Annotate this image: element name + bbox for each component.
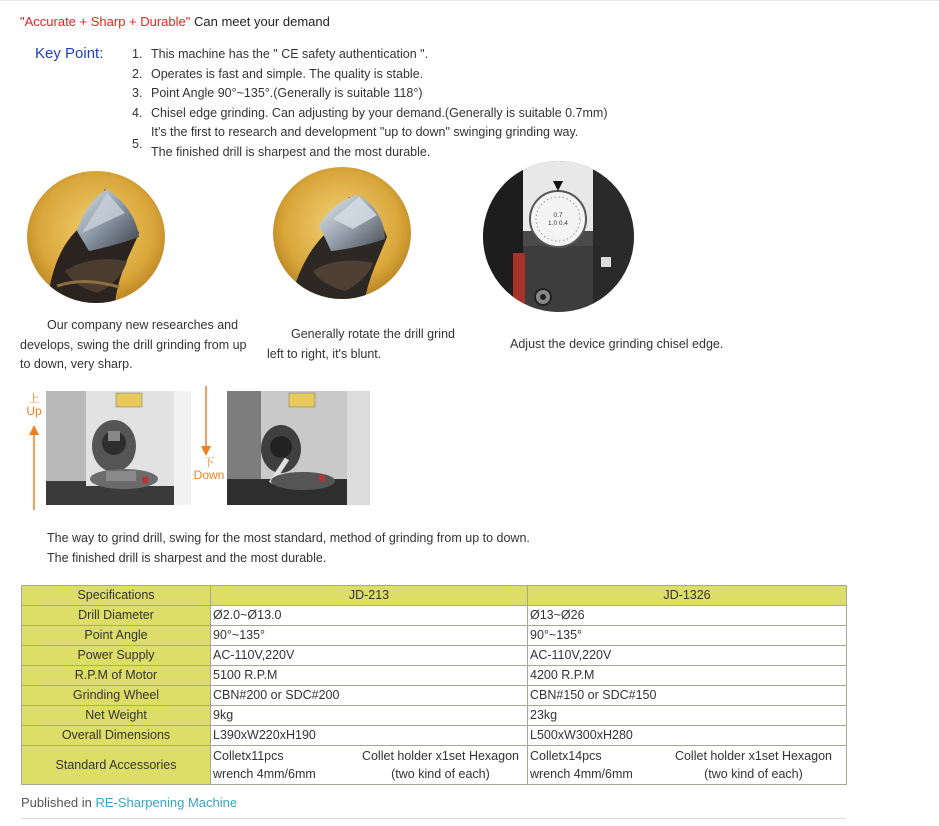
headline: [20, 14, 330, 29]
table-row: Net Weight 9kg 23kg: [22, 706, 847, 726]
caption-sharp: Our company new researches and develops, swing the drill grinding from up to down, very sharp.: [20, 318, 247, 371]
headline-red: "Accurate + Sharp + Durable": [20, 14, 191, 29]
category-link[interactable]: RE-Sharpening Machine: [95, 795, 238, 810]
accessories-jd1326: Colletx14pcs wrench 4mm/6mm Collet holder x1set Hexagon (two kind of each): [528, 746, 847, 785]
key-point-item: 1. This machine has the " CE safety authentication ".: [132, 47, 429, 61]
table-row: Overall Dimensions L390xW220xH190 L500xW300xH280: [22, 726, 847, 746]
machine-up-photo: [46, 391, 191, 505]
sharp-drill-photo: [27, 171, 165, 303]
header-jd1326: JD-1326: [528, 586, 847, 606]
spec-table-header: [22, 586, 847, 606]
spec-table: [21, 585, 847, 785]
table-row: Power Supply AC-110V,220V AC-110V,220V: [22, 646, 847, 666]
caption-dial: Adjust the device grinding chisel edge.: [510, 337, 724, 351]
dial-label-bottom: 1.0 0.4: [548, 220, 568, 227]
up-arrow-icon: [28, 425, 40, 510]
machine-down-photo: [227, 391, 370, 505]
table-row: R.P.M of Motor 5100 R.P.M 4200 R.P.M: [22, 666, 847, 686]
bottom-divider: [21, 818, 846, 819]
caption-blunt: Generally rotate the drill grind left to right, it's blunt.: [267, 327, 455, 361]
key-point-item: 4. Chisel edge grinding. Can adjusting by your demand.(Generally is suitable 0.7mm): [132, 105, 608, 120]
key-point-item: 2. Operates is fast and simple. The quality is stable.: [132, 66, 424, 81]
grinding-paragraph: The way to grind drill, swing for the most standard, method of grinding from up to down. The finished drill is sharpest and the most durable.: [47, 531, 530, 565]
key-point-label: Key Point:: [35, 45, 104, 62]
published-in: Published in RE-Sharpening Machine: [21, 795, 238, 810]
header-jd213: JD-213: [211, 586, 528, 606]
key-point-item: 3. Point Angle 90°~135°.(Generally is suitable 118°): [132, 86, 423, 100]
key-point-list: [132, 45, 608, 162]
down-arrow-label: 下 Down: [193, 457, 225, 482]
table-row: Point Angle 90°~135° 90°~135°: [22, 626, 847, 646]
key-point-item: 5. It's the first to research and development "up to down" swinging grinding way. The finished drill is sharpest and the most durable.: [132, 125, 579, 159]
table-row-accessories: Standard Accessories Colletx11pcs wrench 4mm/6mm Collet holder x1set Hexagon (two kind of each) Colletx14pcs wrench 4mm/6mm Collet holder x1set Hexagon (two kind of each): [22, 746, 847, 785]
table-row: Drill Diameter Ø2.0~Ø13.0 Ø13~Ø26: [22, 606, 847, 626]
up-arrow-label: 上 Up: [26, 393, 42, 418]
header-specifications: Specifications: [22, 586, 211, 606]
chisel-edge-dial-photo: [483, 161, 634, 312]
dial-label-top: 0.7: [553, 212, 563, 219]
headline-black: Can meet your demand: [190, 14, 330, 29]
table-row: Grinding Wheel CBN#200 or SDC#200 CBN#150 or SDC#150: [22, 686, 847, 706]
blunt-drill-photo: [273, 167, 411, 299]
down-arrow-icon: [200, 386, 212, 456]
accessories-jd213: Colletx11pcs wrench 4mm/6mm Collet holder x1set Hexagon (two kind of each): [211, 746, 528, 785]
top-divider: [0, 0, 939, 1]
